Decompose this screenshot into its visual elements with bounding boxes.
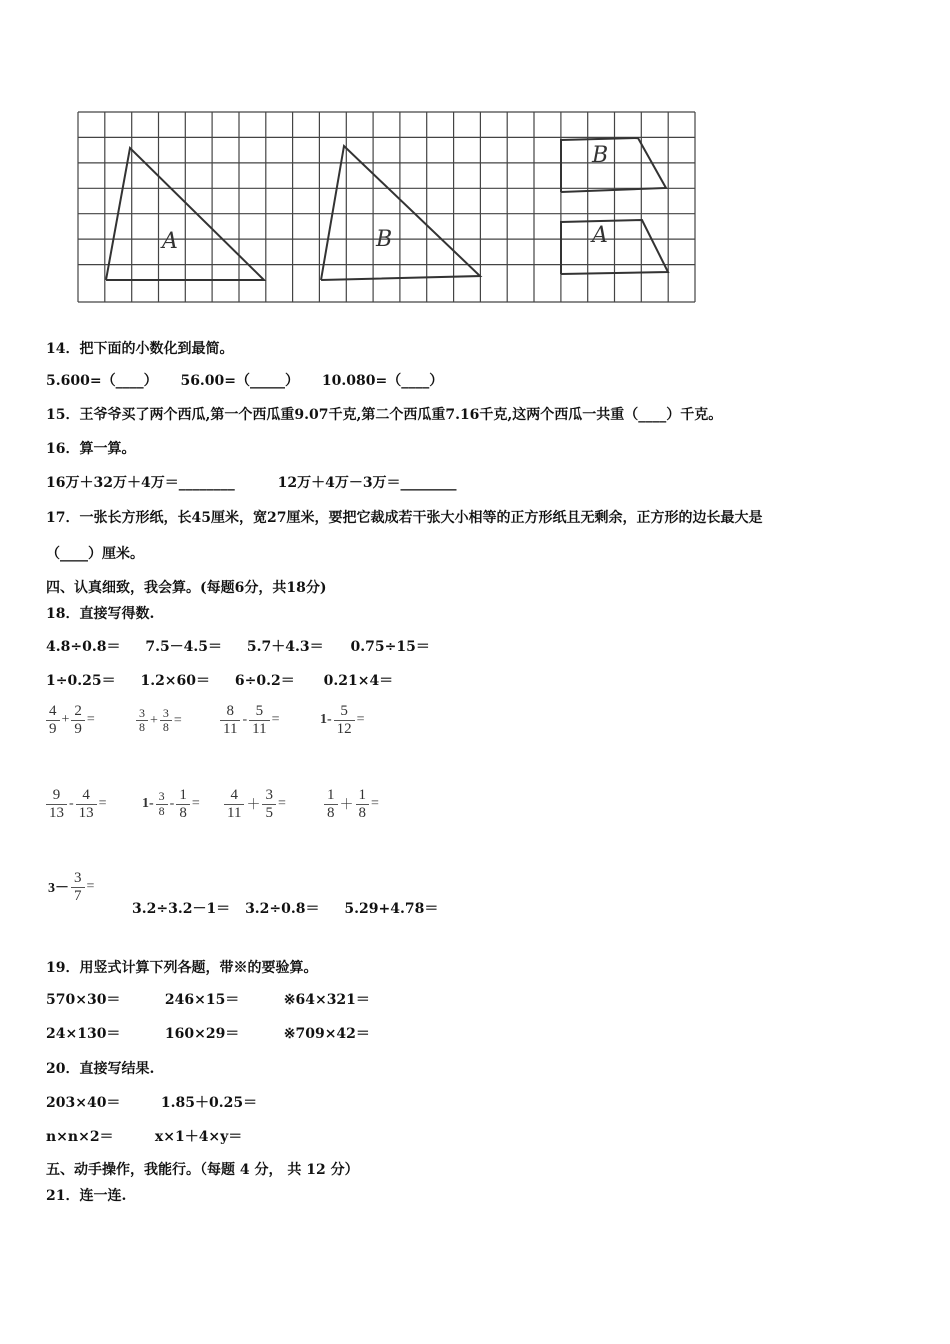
- q15-text: 15．王爷爷买了两个西瓜,第一个西瓜重9.07千克,第二个西瓜重7.16千克,这两个西瓜一共重（____）千克。: [46, 407, 723, 423]
- q17-line1: 17．一张长方形纸，长45厘米，宽27厘米，要把它裁成若干张大小相等的正方形纸且无剩余，正方形的边长最大是: [46, 510, 763, 526]
- q18-r1-3: 5.7＋4.3＝: [246, 639, 324, 655]
- q19-r2-1: 24×130＝: [46, 1026, 121, 1042]
- q20-r1-2: 1.85＋0.25＝: [160, 1095, 258, 1111]
- q20-r2-2: x×1＋4×y＝: [154, 1129, 243, 1145]
- q19-r1-2: 246×15＝: [164, 992, 240, 1008]
- q19-r1-3: ※64×321＝: [283, 992, 370, 1008]
- q18-r2-2: 1.2×60＝: [140, 673, 211, 689]
- q21-title: 21．连一连.: [46, 1188, 127, 1204]
- frac-1-2: $\frac{3}{8}$ + $\frac{3}{8}$ =: [136, 707, 184, 734]
- grid-figure: [76, 108, 698, 318]
- q19-r1-1: 570×30＝: [46, 992, 121, 1008]
- q19-r2-2: 160×29＝: [164, 1026, 240, 1042]
- q14-item-3: 10.080=（____）: [321, 373, 444, 389]
- grid-shapes: [106, 138, 668, 280]
- q14-items: [46, 370, 443, 390]
- q19-row2: [46, 1023, 370, 1043]
- q18-r1-4: 0.75÷15＝: [350, 639, 430, 655]
- q18-r5-3: 5.29+4.78＝: [344, 901, 439, 917]
- q18-r1-1: 4.8÷0.8＝: [46, 639, 121, 655]
- q20-r1-1: 203×40＝: [46, 1095, 121, 1111]
- frac-3-1: 3－ $\frac{3}{7}$ =: [48, 870, 95, 904]
- q14-title: 14．把下面的小数化到最简。: [46, 341, 234, 357]
- q18-r1-2: 7.5－4.5＝: [145, 639, 223, 655]
- q18-r5-2: 3.2÷0.8＝: [245, 901, 320, 917]
- label-b-middle: B: [376, 227, 393, 252]
- q14-item-2: 56.00=（_____）: [180, 373, 300, 389]
- q16-title: 16．算一算。: [46, 441, 136, 457]
- label-b-right: B: [592, 143, 609, 168]
- section5-title: 五、动手操作，我能行。（每题 4 分， 共 12 分）: [46, 1162, 359, 1178]
- frac-2-1: $\frac{9}{13}$ - $\frac{4}{13}$ =: [46, 787, 109, 821]
- frac-1-4: 1- $\frac{5}{12}$ =: [320, 703, 365, 737]
- q19-r2-3: ※709×42＝: [283, 1026, 370, 1042]
- q18-r2-1: 1÷0.25＝: [46, 673, 116, 689]
- frac-1-1: $\frac{4}{9}$ + $\frac{2}{9}$ =: [46, 703, 97, 737]
- section4-title: 四、认真细致，我会算。(每题6分，共18分): [46, 580, 327, 596]
- q14-item-1: 5.600=（____）: [46, 373, 158, 389]
- q18-row1: [46, 636, 430, 656]
- q19-row1: [46, 989, 370, 1009]
- q18-row5-items: [132, 898, 438, 918]
- q18-row2: [46, 670, 393, 690]
- q16-items: [46, 472, 457, 492]
- q16-item-1: 16万＋32万＋4万＝________: [46, 475, 235, 491]
- frac-2-3: $\frac{4}{11}$ ＋ $\frac{3}{5}$ =: [224, 787, 288, 821]
- frac-2-4: $\frac{1}{8}$ ＋ $\frac{1}{8}$ =: [324, 787, 381, 821]
- q20-row1: [46, 1092, 257, 1112]
- q18-r2-4: 0.21×4＝: [323, 673, 394, 689]
- parallelogram-b-right: [561, 138, 666, 192]
- q18-r5-1: 3.2÷3.2－1＝: [132, 901, 231, 917]
- q19-title: 19．用竖式计算下列各题，带※的要验算。: [46, 960, 318, 976]
- grid-svg: [76, 108, 698, 314]
- q18-r2-3: 6÷0.2＝: [234, 673, 295, 689]
- q17-line2: （____）厘米。: [46, 546, 144, 562]
- q20-r2-1: n×n×2＝: [46, 1129, 114, 1145]
- q20-row2: [46, 1126, 242, 1146]
- label-a-left: A: [162, 229, 178, 254]
- frac-1-3: $\frac{8}{11}$ - $\frac{5}{11}$ =: [220, 703, 281, 737]
- q20-title: 20．直接写结果.: [46, 1061, 155, 1077]
- label-a-right: A: [592, 223, 608, 248]
- q16-item-2: 12万＋4万－3万＝________: [277, 475, 457, 491]
- frac-2-2: 1- $\frac{3}{8}$ - $\frac{1}{8}$ =: [142, 787, 200, 821]
- q18-title: 18．直接写得数.: [46, 606, 155, 622]
